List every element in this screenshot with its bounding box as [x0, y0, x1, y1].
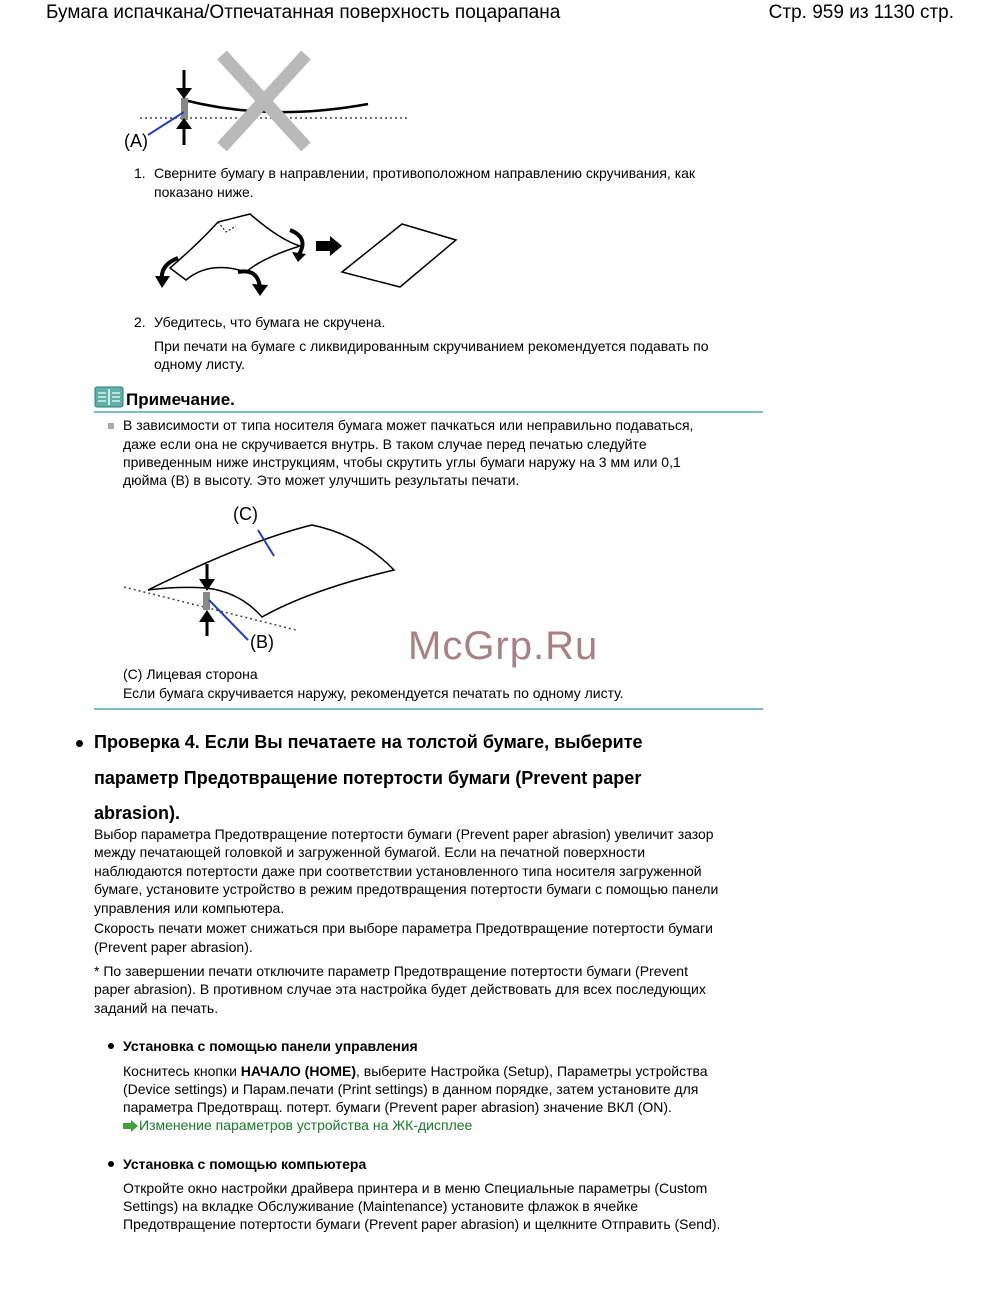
note-text: дюйма (B) в высоту. Это может улучшить результаты печати.: [123, 472, 520, 488]
note-text: В зависимости от типа носителя бумага может пачкаться или неправильно подаваться,: [123, 417, 694, 433]
note-text: даже если она не скручивается внутрь. В таком случае перед печатью следуйте: [123, 436, 647, 452]
sub-heading-computer: Установка с помощью компьютера: [123, 1156, 367, 1172]
page-counter: Стр. 959 из 1130 стр.: [768, 2, 954, 23]
body-text: (Prevent paper abrasion).: [94, 939, 253, 955]
sub-bullet: [108, 1043, 114, 1049]
figure-caption: (C) Лицевая сторона: [123, 666, 258, 682]
step-text: показано ниже.: [154, 184, 254, 200]
body-text: между печатающей головкой и загруженной бумагой. Если на печатной поверхности: [94, 844, 646, 860]
body-text: (Device settings) и Парам.печати (Print settings) в данном порядке, затем установите для: [123, 1081, 699, 1097]
sub-bullet: [108, 1161, 114, 1167]
body-text: Коснитесь кнопки НАЧАЛО (HOME), выберите Настройка (Setup), Параметры устройства: [123, 1063, 708, 1079]
body-text: Откройте окно настройки драйвера принтера и в меню Специальные параметры (Custom: [123, 1180, 708, 1196]
step-note: одному листу.: [154, 356, 245, 372]
step-number: 2.: [134, 314, 146, 330]
note-bottom-divider: [94, 708, 763, 710]
body-text: управления или компьютера.: [94, 900, 285, 916]
section-heading: Проверка 4. Если Вы печатаете на толстой бумаге, выберите: [94, 732, 643, 752]
body-text: Скорость печати может снижаться при выборе параметра Предотвращение потертости бумаги: [94, 920, 713, 936]
note-title: Примечание.: [126, 390, 235, 409]
section-bullet: [76, 740, 83, 747]
body-text: параметра Предотвращ. потерт. бумаги (Prevent paper abrasion) значение ВКЛ (ON).: [123, 1099, 672, 1115]
figure-label-b: (B): [250, 632, 274, 652]
step-text: Сверните бумагу в направлении, противоположном направлению скручивания, как: [154, 165, 696, 181]
section-heading: abrasion).: [94, 803, 181, 823]
figure-caption: Если бумага скручивается наружу, рекомендуется печатать по одному листу.: [123, 685, 624, 701]
body-text: наблюдаются потертости даже при соответствии установленного типа носителя загруженной: [94, 863, 702, 879]
figure-label-a: (A): [124, 131, 148, 151]
step-text: Убедитесь, что бумага не скручена.: [154, 314, 386, 330]
note-text: приведенным ниже инструкциям, чтобы скрутить углы бумаги наружу на 3 мм или 0,1: [123, 454, 681, 470]
figure-label-c: (C): [233, 504, 258, 524]
body-text: paper abrasion). В противном случае эта настройка будет действовать для всех последующих: [94, 981, 706, 997]
body-text: Settings) на вкладке Обслуживание (Maintenance) установите флажок в ячейке: [123, 1198, 639, 1214]
body-text: Предотвращение потертости бумаги (Prevent paper abrasion) и щелкните Отправить (Send).: [123, 1216, 721, 1232]
sub-heading-panel: Установка с помощью панели управления: [123, 1038, 418, 1054]
page-title: Бумага испачкана/Отпечатанная поверхность поцарапана: [46, 2, 561, 23]
watermark: McGrp.Ru: [408, 624, 599, 668]
step-note: При печати на бумаге с ликвидированным скручиванием рекомендуется подавать по: [154, 338, 709, 354]
arrow-right-icon: [123, 1120, 139, 1132]
section-heading: параметр Предотвращение потертости бумаги (Prevent paper: [94, 768, 642, 788]
body-text: * По завершении печати отключите параметр Предотвращение потертости бумаги (Prevent: [94, 963, 688, 979]
body-text: бумаге, установите устройство в режим предотвращения потертости бумаги с помощью панели: [94, 881, 719, 897]
body-text: Выбор параметра Предотвращение потертости бумаги (Prevent paper abrasion) увеличит зазор: [94, 826, 714, 842]
lcd-settings-link[interactable]: Изменение параметров устройства на ЖК-дисплее: [139, 1117, 473, 1133]
body-text: заданий на печать.: [94, 1000, 219, 1016]
step-number: 1.: [134, 165, 146, 181]
